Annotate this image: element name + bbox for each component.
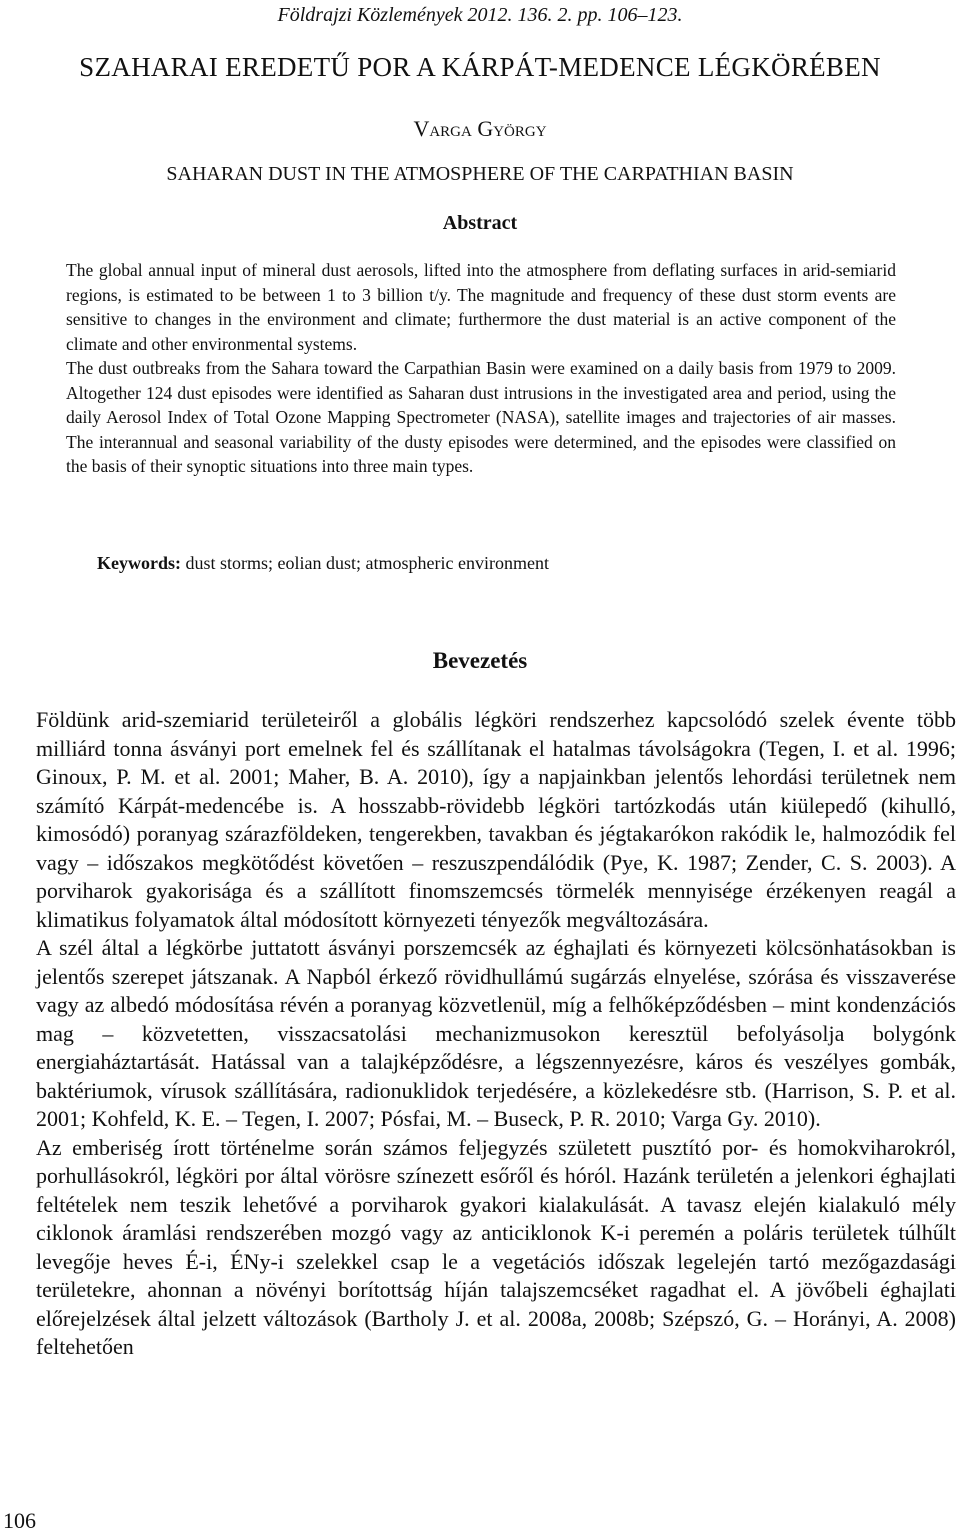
keywords-line bbox=[97, 553, 927, 574]
body-text bbox=[36, 706, 956, 1362]
keywords-label: Keywords: bbox=[97, 553, 181, 573]
abstract-heading: Abstract bbox=[442, 212, 518, 234]
abstract-body bbox=[66, 258, 896, 479]
keywords-text: dust storms; eolian dust; atmospheric environment bbox=[181, 553, 549, 573]
body-paragraph: Az emberiség írott történelme során számos feljegyzés született pusztító por- és homokviharokról, porhullásokról, légköri por által vörösre színezett esőről és hóról. Hazánk területén a jelenkori éghajlati feltételek nem teszik lehetővé a porviharok gyakori kialakulását. A tavasz elején kialakuló mély ciklonok áramlási rendszerében mozgó vagy az anticiklonok K-i peremén a poláris területek túlhűlt levegője heves É-i, ÉNy-i szelekkel csap le a vegetációs időszak legelején tartó mezőgazdasági területekre, ahonnan a növényi borítottság híján talajszemcséket ragadhat el. A jövőbeli éghajlati előrejelzések által jelzett változások (Bartholy J. et al. 2008a, 2008b; Szépszó, G. – Horányi, A. 2008) feltehetően bbox=[36, 1134, 956, 1359]
article-title: SZAHARAI EREDETŰ POR A KÁRPÁT-MEDENCE LÉGKÖRÉBEN bbox=[79, 52, 881, 82]
abstract-paragraph: The dust outbreaks from the Sahara toward the Carpathian Basin were examined on a daily basis from 1979 to 2009. Altogether 124 dust episodes were identified as Saharan dust intrusions in the investigated area and period, using the daily Aerosol Index of Total Ozone Mapping Spectrometer (NASA), satellite images and trajectories of air masses. The interannual and seasonal variability of the dusty episodes were determined, and the episodes were classified on the basis of their synoptic situations into three main types. bbox=[66, 358, 896, 476]
page-number: 106 bbox=[3, 1508, 36, 1533]
body-paragraph: Földünk arid-szemiarid területeiről a globális légköri rendszerhez kapcsolódó szelek évente több milliárd tonna ásványi port emelnek fel és szállítanak el hatalmas távolságokra (Tegen, I. et al. 1996; Ginoux, P. M. et al. 2001; Maher, B. A. 2010), így a napjainkban jelentős lehordási területnek nem számító Kárpát-medencébe is. A hosszabb-rövidebb légköri tartózkodás után kiülepedő (kihulló, kimosódó) poranyag szárazföldeken, tengerekben, tavakban és jégtakarókon rakódik le, halmozódik fel vagy – időszakos megkötődést követően – reszuszpendálódik (Pye, K. 1987; Zender, C. S. 2003). A porviharok gyakorisága és a szállított finomszemcsés törmelék mennyisége érzékenyen reagál a klimatikus folyamatok által módosított környezeti tényezők megváltozására. bbox=[36, 707, 956, 932]
english-title: SAHARAN DUST IN THE ATMOSPHERE OF THE CARPATHIAN BASIN bbox=[166, 163, 794, 185]
section-heading: Bevezetés bbox=[432, 648, 528, 673]
abstract-paragraph: The global annual input of mineral dust aerosols, lifted into the atmosphere from deflating surfaces in arid-semiarid regions, is estimated to be between 1 to 3 billion t/y. The magnitude and frequency of these dust storm events are sensitive to changes in the environment and climate; furthermore the dust material is an active component of the climate and other environmental systems. bbox=[66, 260, 896, 354]
author-name: Varga György bbox=[413, 116, 547, 141]
body-paragraph: A szél által a légkörbe juttatott ásványi porszemcsék az éghajlati és környezeti kölcsönhatásokban is jelentős szerepet játszanak. A Napból érkező rövidhullámú sugárzás elnyelése, szórása és visszaverése vagy az albedó módosítása révén a poranyag közvetlenül, míg a felhőképződésben – mint kondenzációs mag – közvetetten, visszacsatolási mechanizmusokon keresztül befolyásolja bolygónk energiaháztartását. Hatással van a talajképződésre, a légszennyezésre, káros és veszélyes gombák, baktériumok, vírusok szállítására, radionuklidok terjedésére, a közlekedésre stb. (Harrison, S. P. et al. 2001; Kohfeld, K. E. – Tegen, I. 2007; Pósfai, M. – Buseck, P. R. 2010; Varga Gy. 2010). bbox=[36, 935, 956, 1131]
journal-citation: Földrajzi Közlemények 2012. 136. 2. pp. 106–123. bbox=[277, 4, 683, 26]
